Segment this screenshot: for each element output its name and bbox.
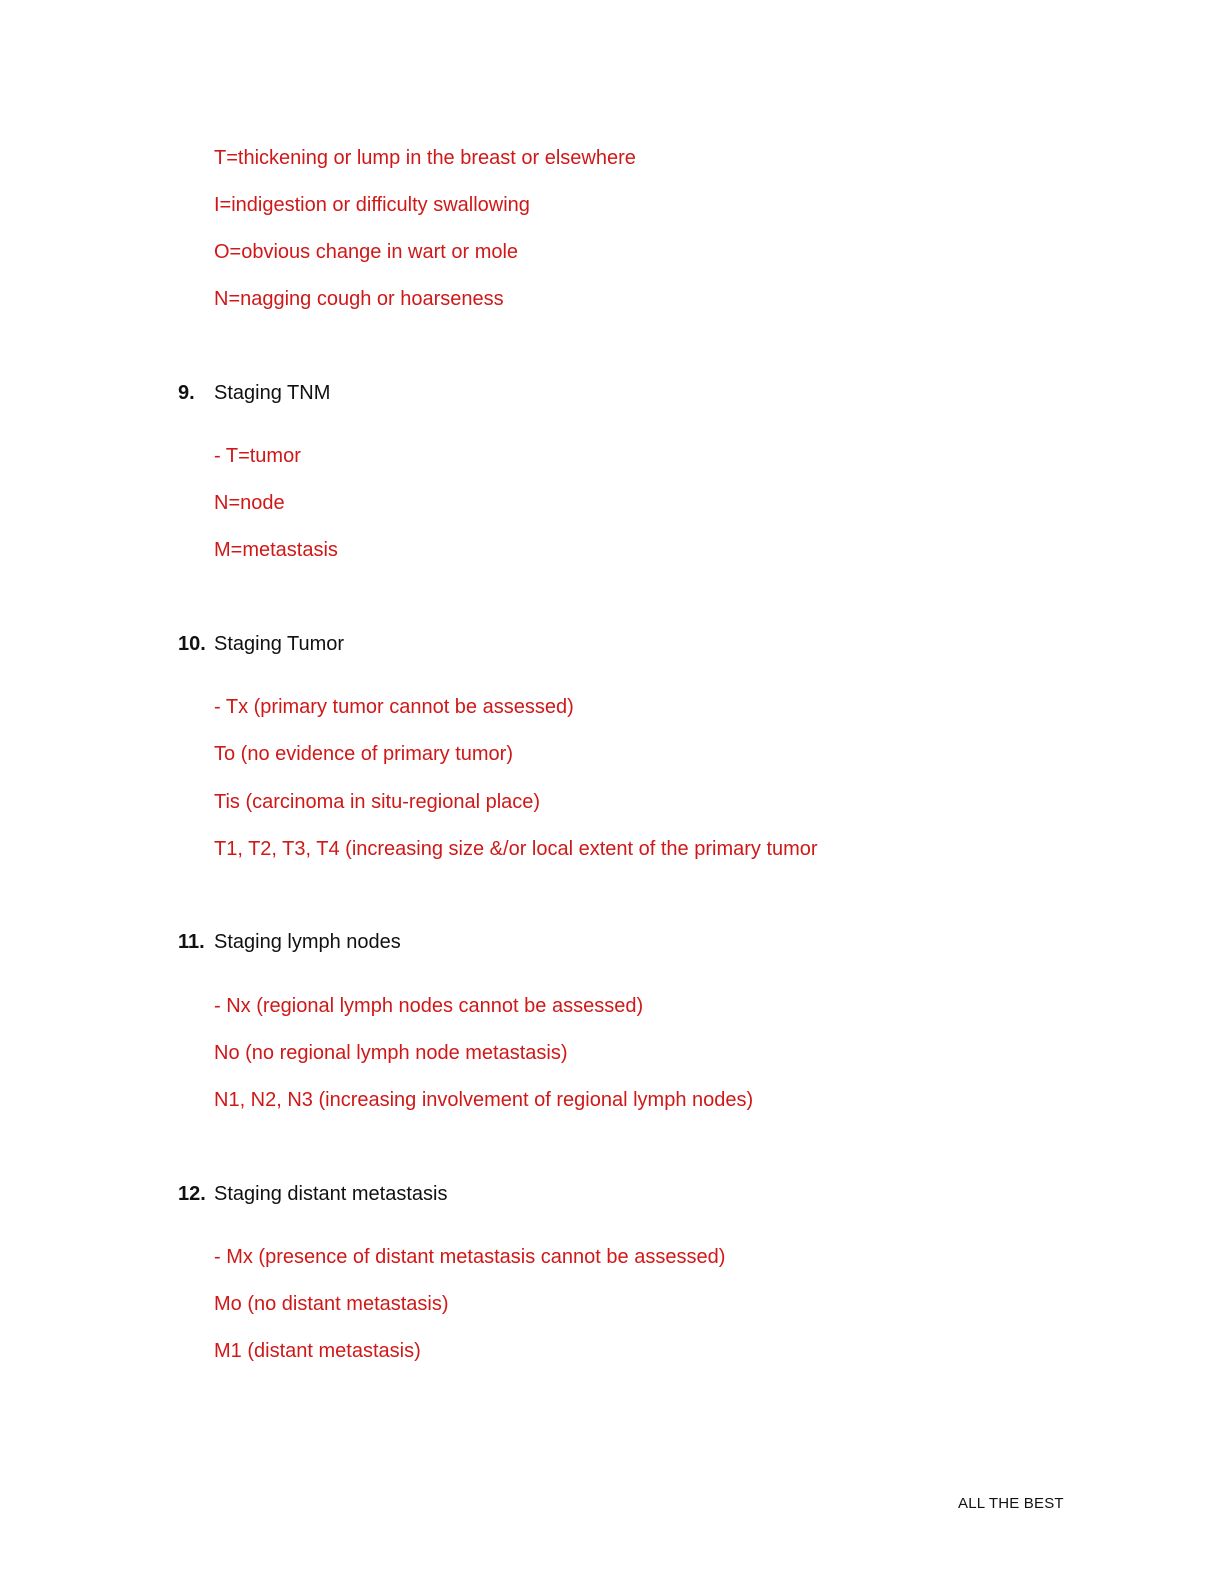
list-item: - Nx (regional lymph nodes cannot be assessed) [214, 995, 644, 1017]
list-item: - Mx (presence of distant metastasis cannot be assessed) [214, 1246, 726, 1268]
section-heading-11 [178, 930, 401, 954]
list-item: To (no evidence of primary tumor) [214, 743, 514, 765]
section-title: Staging lymph nodes [214, 931, 401, 953]
section-number: 12. [178, 1183, 206, 1205]
list-item: Mo (no distant metastasis) [214, 1293, 449, 1315]
list-item: No (no regional lymph node metastasis) [214, 1042, 568, 1064]
section-heading-9 [178, 381, 330, 405]
section-number: 11. [178, 931, 205, 953]
section-number: 10. [178, 633, 206, 655]
list-item: Tis (carcinoma in situ-regional place) [214, 791, 541, 813]
list-item: T1, T2, T3, T4 (increasing size &/or local extent of the primary tumor [214, 838, 818, 860]
mnemonic-line-o: O=obvious change in wart or mole [214, 241, 519, 263]
list-item: N=node [214, 492, 285, 514]
list-item: - T=tumor [214, 445, 301, 467]
list-item: M1 (distant metastasis) [214, 1340, 421, 1362]
page-footer: ALL THE BEST [958, 1495, 1064, 1512]
list-item: N1, N2, N3 (increasing involvement of regional lymph nodes) [214, 1089, 754, 1111]
section-title: Staging distant metastasis [214, 1183, 448, 1205]
section-number: 9. [178, 382, 195, 404]
section-title: Staging TNM [214, 382, 331, 404]
section-heading-12 [178, 1182, 447, 1206]
list-item: - Tx (primary tumor cannot be assessed) [214, 696, 574, 718]
mnemonic-line-n: N=nagging cough or hoarseness [214, 288, 504, 310]
mnemonic-line-t: T=thickening or lump in the breast or elsewhere [214, 147, 636, 169]
mnemonic-line-i: I=indigestion or difficulty swallowing [214, 194, 530, 216]
section-heading-10 [178, 632, 344, 656]
list-item: M=metastasis [214, 539, 338, 561]
section-title: Staging Tumor [214, 633, 345, 655]
